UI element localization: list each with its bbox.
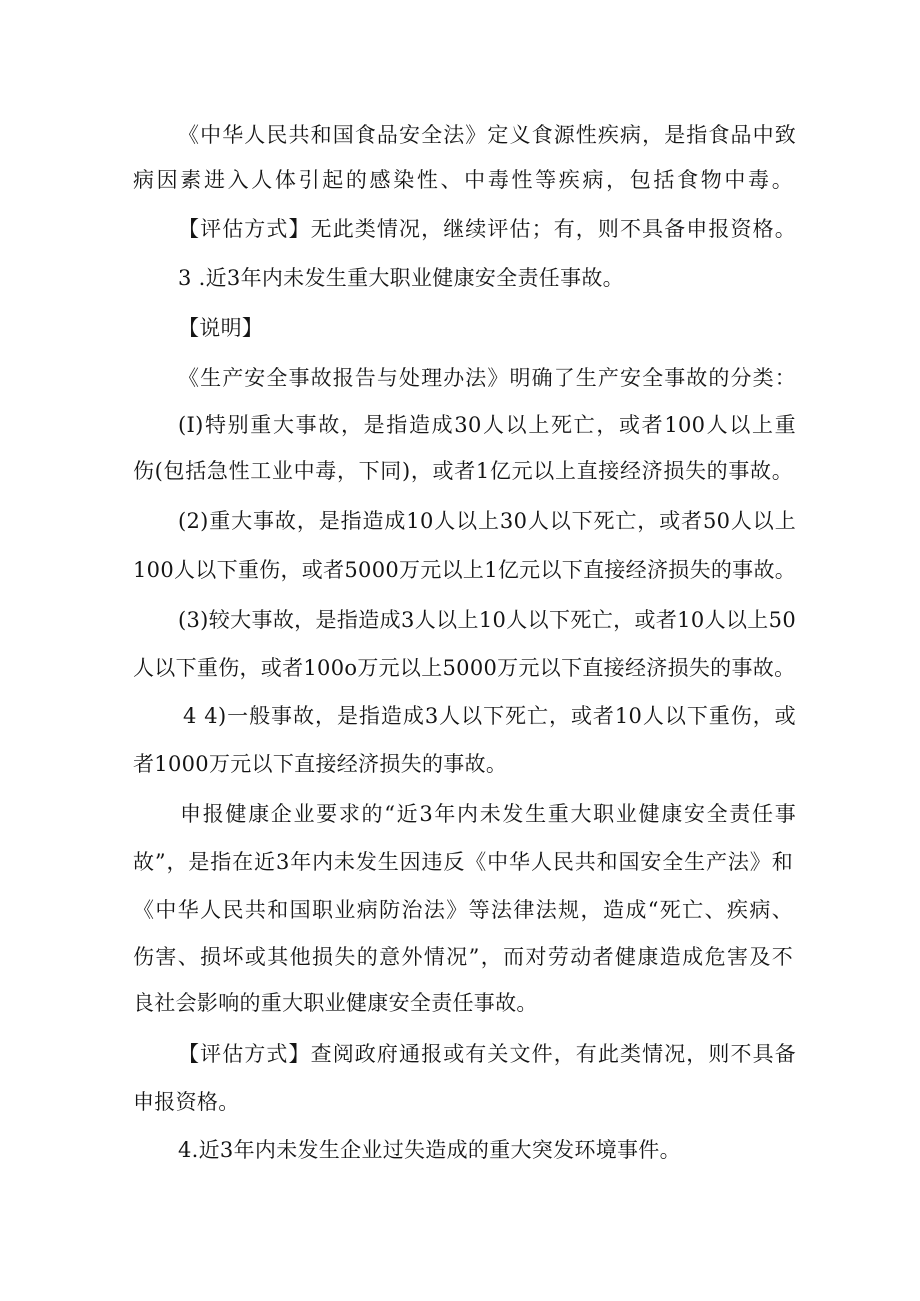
text-line: (2)重大事故，是指造成10人以上30人以下死亡，或者50人以上 xyxy=(178,509,796,533)
text-line: 故”，是指在近3年内未发生因违反《中华人民共和国安全生产法》和 xyxy=(133,850,793,874)
text-line: (I)特别重大事故，是指造成30人以上死亡，或者100人以上重 xyxy=(178,413,796,437)
text-line: 4 4)一般事故，是指造成3人以下死亡，或者10人以下重伤，或 xyxy=(183,704,796,728)
text-line: 申报资格。 xyxy=(133,1090,240,1114)
section-heading: 4.近3年内未发生企业过失造成的重大突发环境事件。 xyxy=(178,1138,681,1162)
text-line: 《生产安全事故报告与处理办法》明确了生产安全事故的分类： xyxy=(178,366,796,390)
text-line: 病因素进入人体引起的感染性、中毒性等疾病，包括食物中毒。 xyxy=(133,168,793,192)
text-line: 人以下重伤，或者100o万元以上5000万元以下直接经济损失的事故。 xyxy=(133,656,796,680)
text-line: 良社会影响的重大职业健康安全责任事故。 xyxy=(133,991,538,1015)
text-line: 【说明】 xyxy=(178,316,264,340)
text-line: 申报健康企业要求的“近3年内未发生重大职业健康安全责任事 xyxy=(180,802,796,826)
section-heading: 3 .近3年内未发生重大职业健康安全责任事故。 xyxy=(178,266,624,290)
text-line: 《中华人民共和国食品安全法》定义食源性疾病，是指食品中致 xyxy=(178,123,796,147)
text-line: 伤害、损坏或其他损失的意外情况”，而对劳动者健康造成危害及不 xyxy=(133,945,793,969)
text-line: 伤(包括急性工业中毒，下同)，或者1亿元以上直接经济损失的事故。 xyxy=(133,459,793,483)
text-line: 《中华人民共和国职业病防治法》等法律法规，造成“死亡、疾病、 xyxy=(133,898,793,922)
text-line: (3)较大事故，是指造成3人以上10人以下死亡，或者10人以上50 xyxy=(178,608,796,632)
text-line: 【评估方式】查阅政府通报或有关文件，有此类情况，则不具备 xyxy=(178,1042,796,1066)
text-line: 【评估方式】无此类情况，继续评估；有，则不具备申报资格。 xyxy=(178,217,796,241)
text-line: 100人以下重伤，或者5000万元以上1亿元以下直接经济损失的事故。 xyxy=(133,558,797,582)
text-line: 者1000万元以下直接经济损失的事故。 xyxy=(133,752,508,776)
